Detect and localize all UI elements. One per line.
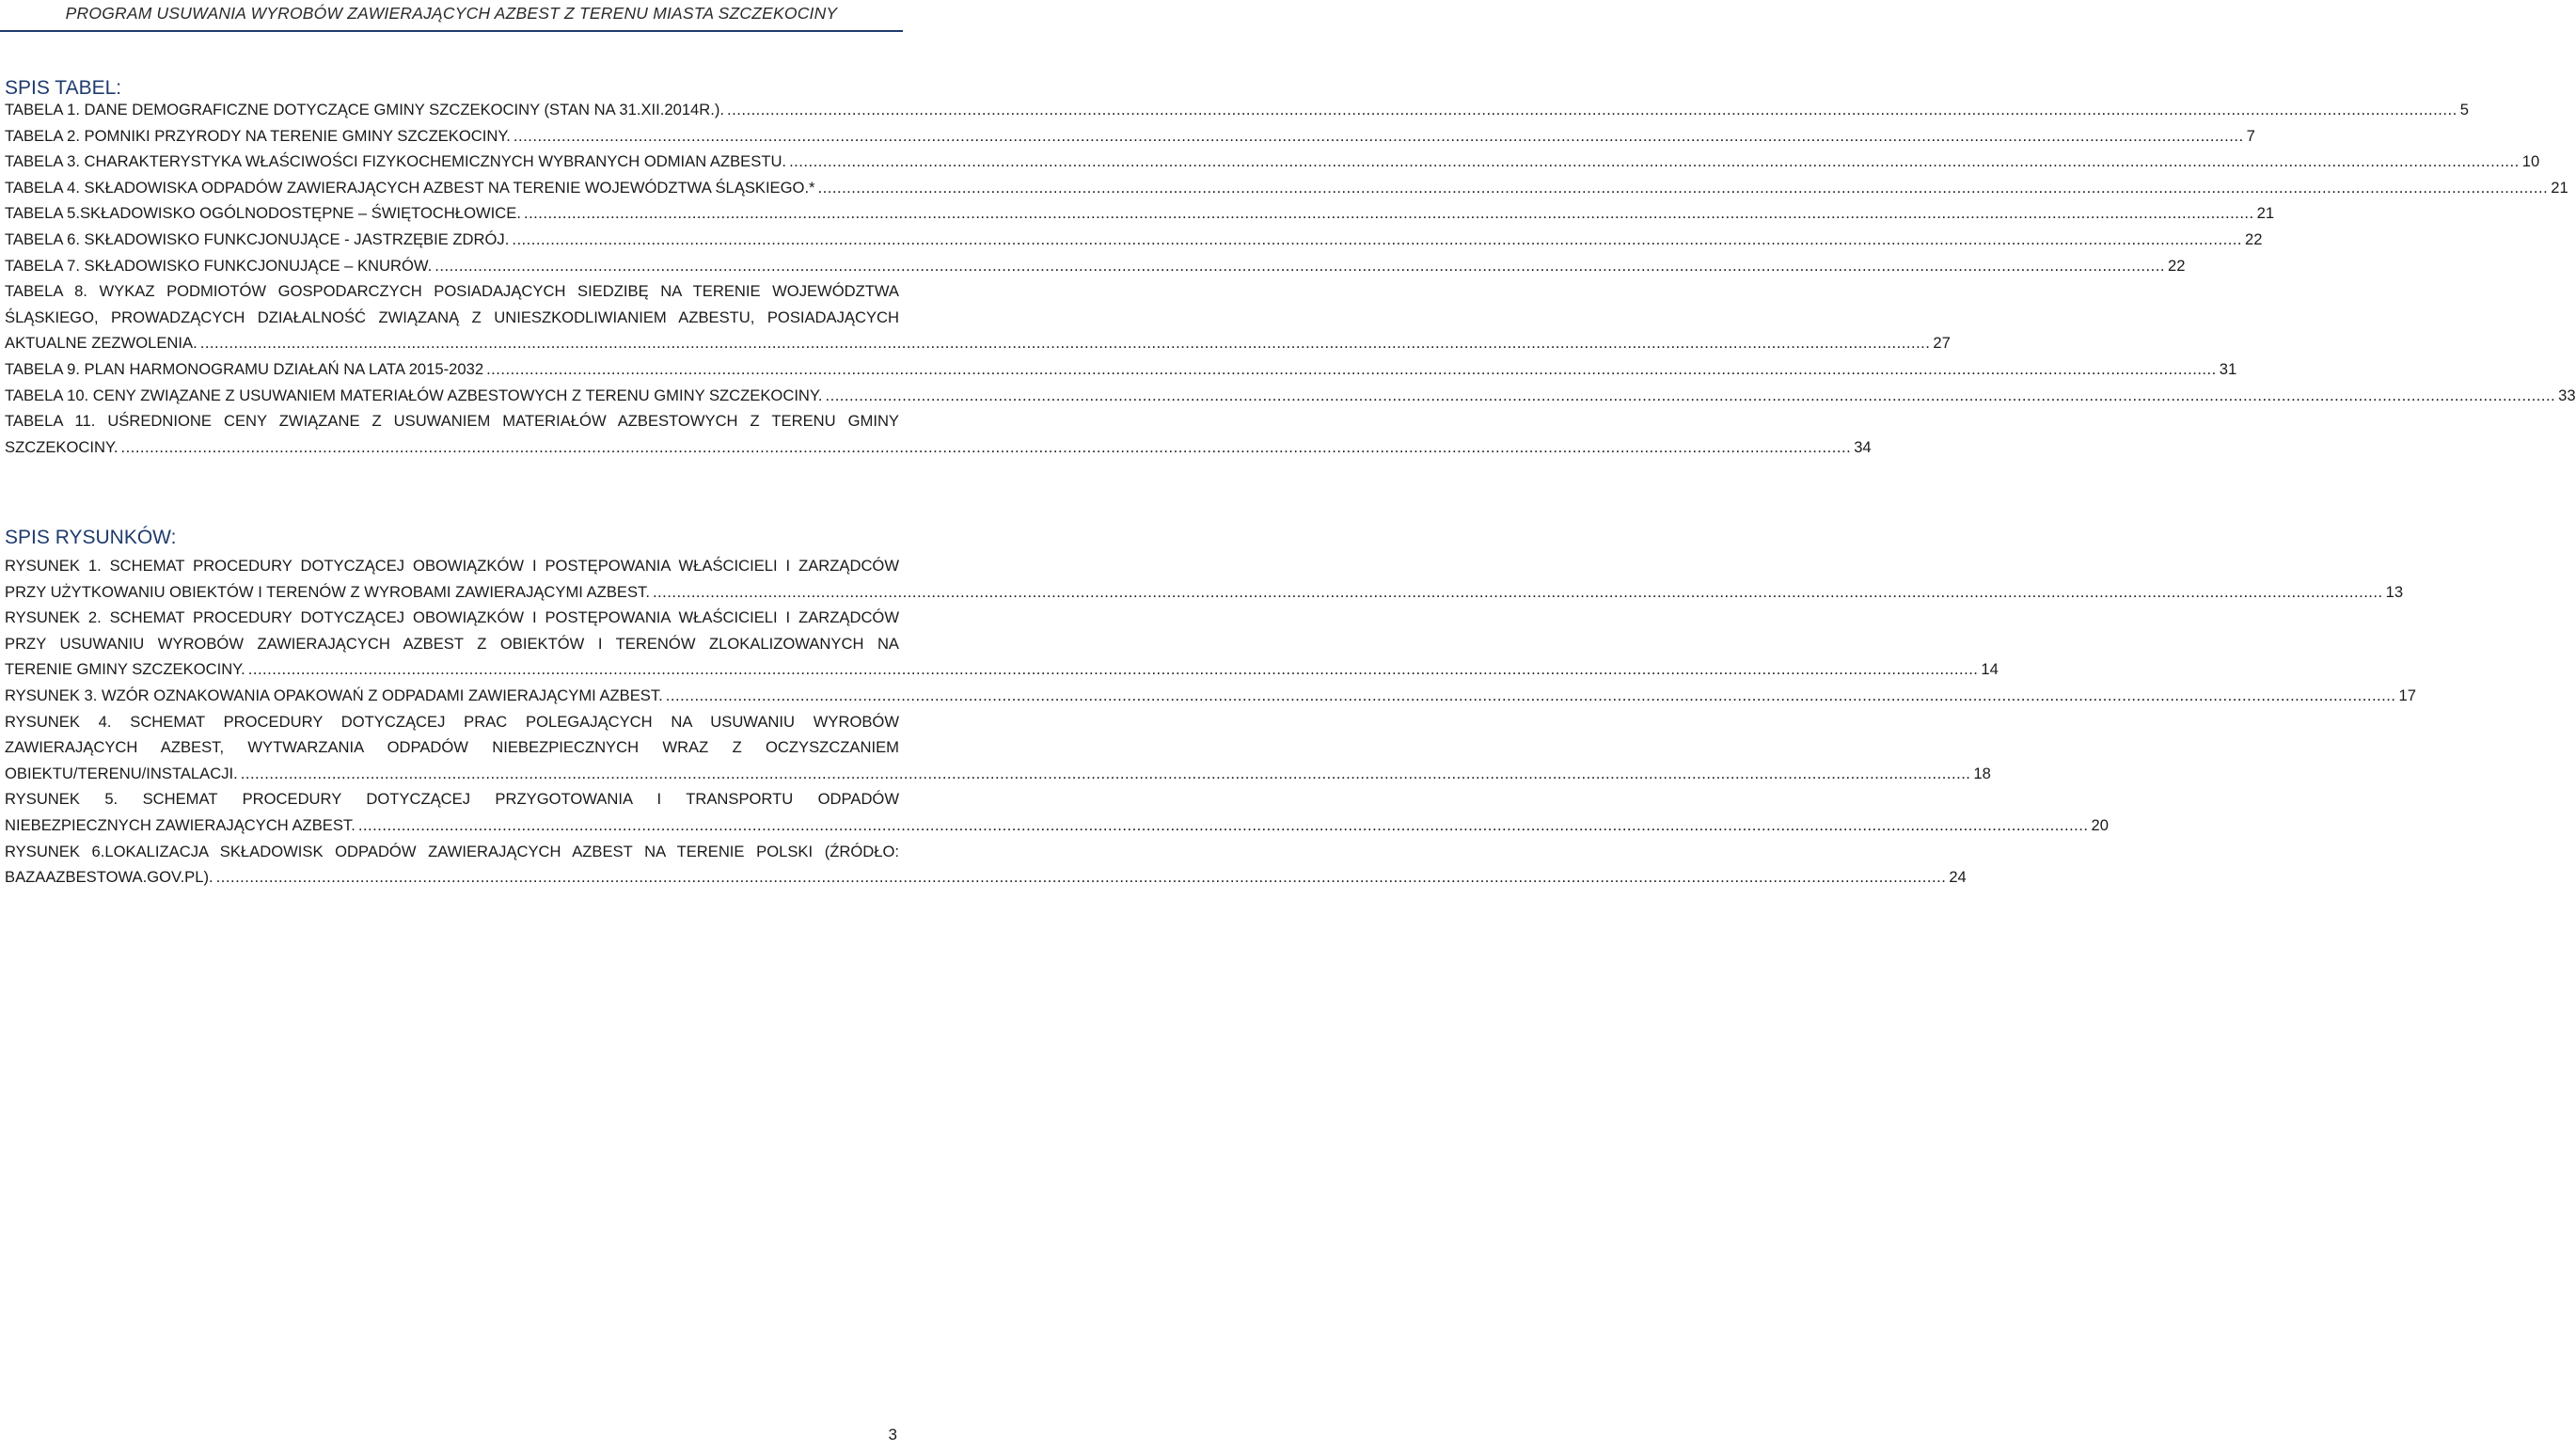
toc-entry-table-11[interactable]: TABELA 11. UŚREDNIONE CENY ZWIĄZANE Z USUWANIEM MATERIAŁÓW AZBESTOWYCH Z TERENU GMINY SZCZEKOCINY. ..... 34 [5,408,899,460]
page-header-title: PROGRAM USUWANIA WYROBÓW ZAWIERAJĄCYCH AZBEST Z TERENU MIASTA SZCZEKOCINY [65,4,838,23]
toc-entry-table-2[interactable]: TABELA 2. POMNIKI PRZYRODY NA TERENIE GMINY SZCZEKOCINY. ..... 7 [5,123,899,150]
toc-entry-table-9[interactable]: TABELA 9. PLAN HARMONOGRAMU DZIAŁAŃ NA LATA 2015-2032 ..... 31 [5,356,899,383]
toc-entry-table-1[interactable]: TABELA 1. DANE DEMOGRAFICZNE DOTYCZĄCE GMINY SZCZEKOCINY (STAN NA 31.XII.2014R.). ..... 5 [5,97,899,123]
toc-line: ZAWIERAJĄCYCH AZBEST, WYTWARZANIA ODPADÓW NIEBEZPIECZNYCH WRAZ Z OCZYSZCZANIEM [5,738,899,757]
toc-entry-table-3[interactable]: TABELA 3. CHARAKTERYSTYKA WŁAŚCIWOŚCI FIZYKOCHEMICZNYCH WYBRANYCH ODMIAN AZBESTU. ..... 10 [5,149,899,175]
toc-line: PRZY USUWANIU WYROBÓW ZAWIERAJĄCYCH AZBEST Z OBIEKTÓW I TERENÓW ZLOKALIZOWANYCH NA [5,634,899,653]
toc-entry-figure-2[interactable]: RYSUNEK 2. SCHEMAT PROCEDURY DOTYCZĄCEJ OBOWIĄZKÓW I POSTĘPOWANIA WŁAŚCICIELI I ZARZĄDCÓW PRZY USUWANIU WYROBÓW ZAWIERAJĄCYCH AZBEST Z OBIEKTÓW I TERENÓW ZLOKALIZOWANYCH NA TERENIE GMINY SZCZEKOCINY. ..... 14 [5,605,899,683]
toc-entry-figure-5[interactable]: RYSUNEK 5. SCHEMAT PROCEDURY DOTYCZĄCEJ PRZYGOTOWANIA I TRANSPORTU ODPADÓW NIEBEZPIECZNYCH ZAWIERAJĄCYCH AZBEST. ..... 20 [5,786,899,838]
toc-line: TABELA 11. UŚREDNIONE CENY ZWIĄZANE Z USUWANIEM MATERIAŁÓW AZBESTOWYCH Z TERENU GMINY [5,412,899,431]
header-divider [0,30,903,32]
tables-list [5,97,2576,460]
toc-entry-figure-1[interactable]: RYSUNEK 1. SCHEMAT PROCEDURY DOTYCZĄCEJ OBOWIĄZKÓW I POSTĘPOWANIA WŁAŚCICIELI I ZARZĄDCÓW PRZY UŻYTKOWANIU OBIEKTÓW I TERENÓW Z WYROBAMI ZAWIERAJĄCYMI AZBEST. ..... 13 [5,553,899,605]
toc-entry-figure-3[interactable]: RYSUNEK 3. WZÓR OZNAKOWANIA OPAKOWAŃ Z ODPADAMI ZAWIERAJĄCYMI AZBEST. ..... 17 [5,683,899,709]
toc-line: RYSUNEK 4. SCHEMAT PROCEDURY DOTYCZĄCEJ PRAC POLEGAJĄCYCH NA USUWANIU WYROBÓW [5,712,899,731]
toc-entry-table-4[interactable]: TABELA 4. SKŁADOWISKA ODPADÓW ZAWIERAJĄCYCH AZBEST NA TERENIE WOJEWÓDZTWA ŚLĄSKIEGO.* ..... 21 [5,175,899,201]
toc-entry-table-8[interactable]: TABELA 8. WYKAZ PODMIOTÓW GOSPODARCZYCH POSIADAJĄCYCH SIEDZIBĘ NA TERENIE WOJEWÓDZTWA ŚLĄSKIEGO, PROWADZĄCYCH DZIAŁALNOŚĆ ZWIĄZANĄ Z UNIESZKODLIWIANIEM AZBESTU, POSIADAJĄCYCH AKTUALNE ZEZWOLENIA. ..... 27 [5,278,899,356]
toc-line: RYSUNEK 5. SCHEMAT PROCEDURY DOTYCZĄCEJ PRZYGOTOWANIA I TRANSPORTU ODPADÓW [5,790,899,809]
figures-list [5,553,2416,891]
toc-entry-table-10[interactable]: TABELA 10. CENY ZWIĄZANE Z USUWANIEM MATERIAŁÓW AZBESTOWYCH Z TERENU GMINY SZCZEKOCINY. ..... 33 [5,383,899,409]
tables-section-title: SPIS TABEL: [5,77,122,99]
toc-line: RYSUNEK 2. SCHEMAT PROCEDURY DOTYCZĄCEJ OBOWIĄZKÓW I POSTĘPOWANIA WŁAŚCICIELI I ZARZĄDCÓW [5,608,899,627]
toc-line: RYSUNEK 6.LOKALIZACJA SKŁADOWISK ODPADÓW ZAWIERAJĄCYCH AZBEST NA TERENIE POLSKI (ŹRÓDŁO: [5,842,899,860]
toc-line: TABELA 8. WYKAZ PODMIOTÓW GOSPODARCZYCH POSIADAJĄCYCH SIEDZIBĘ NA TERENIE WOJEWÓDZTWA [5,282,899,301]
figures-section-title: SPIS RYSUNKÓW: [5,527,177,548]
toc-entry-table-6[interactable]: TABELA 6. SKŁADOWISKO FUNKCJONUJĄCE - JASTRZĘBIE ZDRÓJ. ..... 22 [5,227,899,253]
toc-entry-figure-6[interactable]: RYSUNEK 6.LOKALIZACJA SKŁADOWISK ODPADÓW ZAWIERAJĄCYCH AZBEST NA TERENIE POLSKI (ŹRÓDŁO: BAZAAZBESTOWA.GOV.PL). ..... 24 [5,839,899,891]
toc-entry-figure-4[interactable]: RYSUNEK 4. SCHEMAT PROCEDURY DOTYCZĄCEJ PRAC POLEGAJĄCYCH NA USUWANIU WYROBÓW ZAWIERAJĄCYCH AZBEST, WYTWARZANIA ODPADÓW NIEBEZPIECZNYCH WRAZ Z OCZYSZCZANIEM OBIEKTU/TERENU/INSTALACJI. ..... 18 [5,709,899,787]
toc-entry-table-5[interactable]: TABELA 5.SKŁADOWISKO OGÓLNODOSTĘPNE – ŚWIĘTOCHŁOWICE. ..... 21 [5,200,899,227]
page-number: 3 [888,1426,897,1443]
toc-line: ŚLĄSKIEGO, PROWADZĄCYCH DZIAŁALNOŚĆ ZWIĄZANĄ Z UNIESZKODLIWIANIEM AZBESTU, POSIADAJĄCYCH [5,308,899,326]
toc-entry-table-7[interactable]: TABELA 7. SKŁADOWISKO FUNKCJONUJĄCE – KNURÓW. ..... 22 [5,253,899,279]
toc-line: RYSUNEK 1. SCHEMAT PROCEDURY DOTYCZĄCEJ OBOWIĄZKÓW I POSTĘPOWANIA WŁAŚCICIELI I ZARZĄDCÓW [5,557,899,575]
